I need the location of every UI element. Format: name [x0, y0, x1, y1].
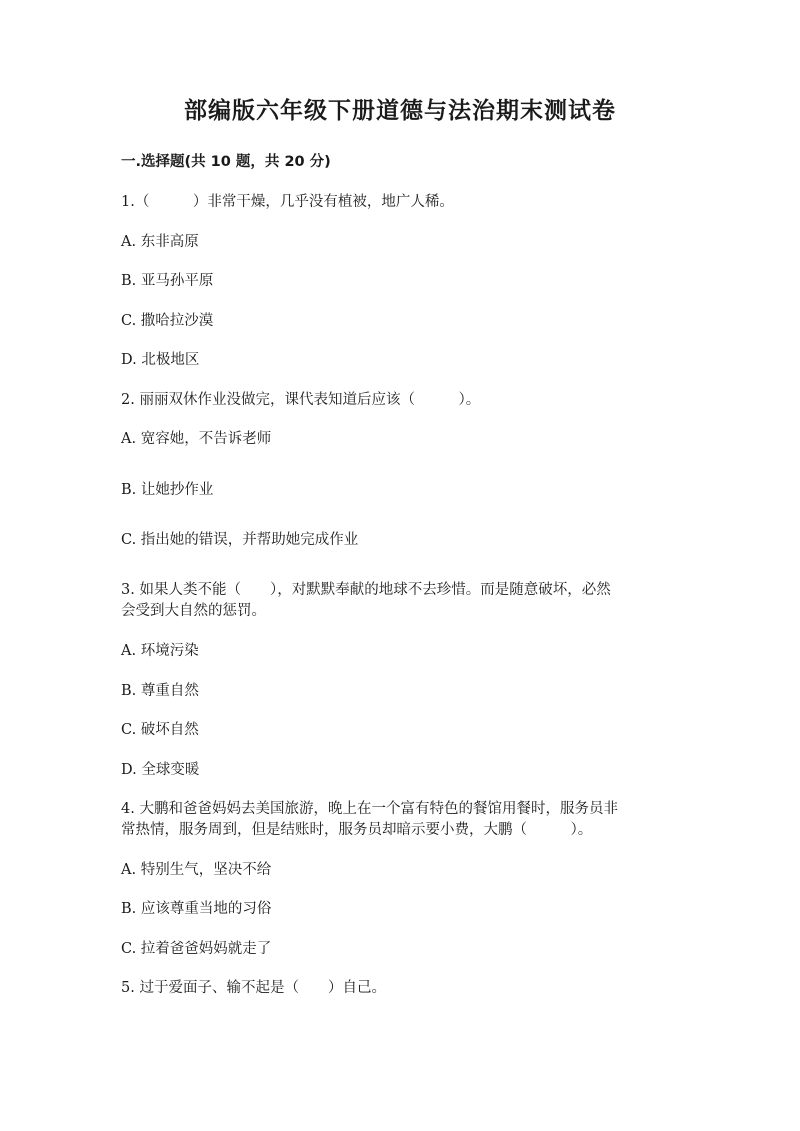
question-2-option-c[interactable]: C. 指出她的错误，并帮助她完成作业 [121, 532, 359, 548]
question-2-option-b[interactable]: B. 让她抄作业 [121, 482, 214, 498]
question-4-option-c[interactable]: C. 拉着爸爸妈妈就走了 [121, 941, 272, 957]
question-3-option-d[interactable]: D. 全球变暖 [121, 762, 200, 778]
question-1-option-b[interactable]: B. 亚马孙平原 [121, 273, 214, 289]
question-3-option-a[interactable]: A. 环境污染 [121, 643, 199, 659]
question-4-stem-line-2: 常热情，服务周到，但是结账时，服务员却暗示要小费，大鹏（ ）。 [121, 822, 593, 838]
question-1-stem: 1.（ ）非常干燥，几乎没有植被，地广人稀。 [121, 194, 454, 210]
question-3-stem-line-1: 3. 如果人类不能（ ），对默默奉献的地球不去珍惜。而是随意破坏，必然 [121, 582, 611, 598]
question-1-option-d[interactable]: D. 北极地区 [121, 352, 200, 368]
question-3-option-b[interactable]: B. 尊重自然 [121, 683, 199, 699]
question-4-option-b[interactable]: B. 应该尊重当地的习俗 [121, 901, 272, 917]
question-1-option-c[interactable]: C. 撒哈拉沙漠 [121, 313, 214, 329]
question-5-stem: 5. 过于爱面子、输不起是（ ）自己。 [121, 980, 386, 996]
question-4-option-a[interactable]: A. 特别生气，坚决不给 [121, 862, 272, 878]
page-title: 部编版六年级下册道德与法治期末测试卷 [184, 98, 616, 124]
question-2-option-a[interactable]: A. 宽容她，不告诉老师 [121, 431, 272, 447]
question-4-stem-line-1: 4. 大鹏和爸爸妈妈去美国旅游，晚上在一个富有特色的餐馆用餐时，服务员非 [121, 801, 618, 817]
question-2-stem: 2. 丽丽双休作业没做完，课代表知道后应该（ ）。 [121, 392, 481, 408]
question-1-option-a[interactable]: A. 东非高原 [121, 234, 199, 250]
section-heading: 一.选择题(共 10 题，共 20 分) [121, 154, 331, 170]
question-3-stem-line-2: 会受到大自然的惩罚。 [121, 603, 266, 619]
question-3-option-c[interactable]: C. 破坏自然 [121, 722, 199, 738]
